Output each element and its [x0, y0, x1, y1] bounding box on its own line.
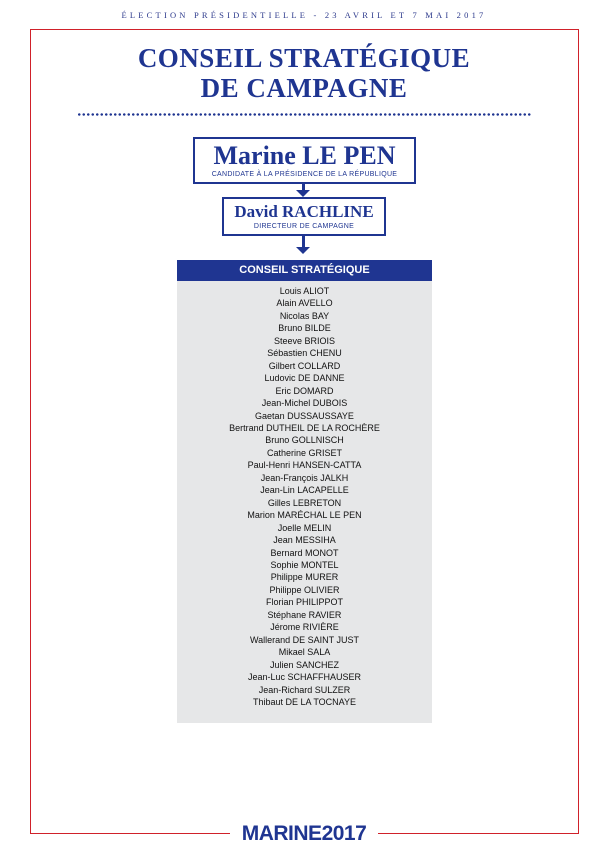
director-name: David RACHLINE	[234, 202, 374, 221]
council-member: Joelle MELIN	[277, 522, 332, 533]
council-member: Sébastien CHENU	[267, 348, 342, 359]
council-member: Florian PHILIPPOT	[265, 597, 344, 608]
council-member: Gilles LEBRETON	[267, 497, 342, 508]
council-member: Marion MARÉCHAL LE PEN	[247, 510, 362, 521]
council-member: Jean MESSIHA	[273, 535, 336, 546]
council-member: Thibaut DE LA TOCNAYE	[252, 696, 357, 707]
council-member: Louis ALIOT	[279, 286, 330, 296]
council-member-list	[177, 281, 432, 708]
page-title	[0, 43, 608, 103]
arrow-down-icon	[296, 184, 312, 197]
council-member: Jean-Michel DUBOIS	[261, 398, 348, 409]
council-member: Jérome RIVIÈRE	[270, 622, 339, 633]
council-member: Philippe OLIVIER	[269, 584, 340, 595]
council-member: Philippe MURER	[270, 572, 339, 583]
council-member: Stéphane RAVIER	[267, 609, 342, 620]
council-member: Gilbert COLLARD	[268, 360, 341, 371]
council-member: Alain AVELLO	[276, 298, 333, 309]
council-member: Bruno BILDE	[278, 323, 331, 334]
council-member: Eric DOMARD	[275, 385, 334, 396]
council-member: Wallerand DE SAINT JUST	[249, 634, 360, 645]
logo-brand: MARINE	[241, 822, 322, 845]
council-panel	[177, 260, 432, 723]
dotted-divider	[77, 113, 531, 116]
director-role: DIRECTEUR DE CAMPAGNE	[253, 223, 355, 230]
council-member: Bruno GOLLNISCH	[265, 435, 344, 446]
candidate-box	[193, 137, 416, 184]
council-member: Jean-François JALKH	[260, 472, 349, 483]
council-member: Paul-Henri HANSEN-CATTA	[247, 460, 362, 471]
election-header: ÉLECTION PRÉSIDENTIELLE - 23 AVRIL ET 7 MAI 2017	[121, 10, 487, 20]
logo-year: 2017	[321, 822, 367, 845]
council-member: Julien SANCHEZ	[269, 659, 340, 670]
council-member: Ludovic DE DANNE	[264, 373, 345, 384]
council-member: Mikael SALA	[278, 647, 331, 658]
council-member: Jean-Lin LACAPELLE	[260, 485, 349, 496]
council-member: Jean-Luc SCHAFFHAUSER	[247, 672, 362, 683]
marine2017-logo	[230, 822, 378, 846]
council-heading: CONSEIL STRATÉGIQUE	[177, 260, 432, 281]
council-member: Jean-Richard SULZER	[258, 684, 351, 695]
council-member: Catherine GRISET	[266, 447, 343, 458]
council-member: Gaetan DUSSAUSSAYE	[255, 410, 354, 421]
title-line-1: CONSEIL STRATÉGIQUE	[137, 43, 471, 73]
council-member: Bernard MONOT	[270, 547, 339, 558]
council-member: Bertrand DUTHEIL DE LA ROCHÈRE	[229, 422, 380, 433]
title-line-2: DE CAMPAGNE	[200, 73, 408, 103]
candidate-role: CANDIDATE À LA PRÉSIDENCE DE LA RÉPUBLIQUE	[211, 171, 398, 178]
candidate-name: Marine LE PEN	[213, 141, 396, 170]
council-member: Sophie MONTEL	[270, 559, 339, 570]
council-member: Nicolas BAY	[279, 310, 330, 321]
arrow-down-icon	[296, 236, 312, 255]
council-member: Steeve BRIOIS	[273, 335, 336, 346]
director-box	[222, 197, 386, 236]
